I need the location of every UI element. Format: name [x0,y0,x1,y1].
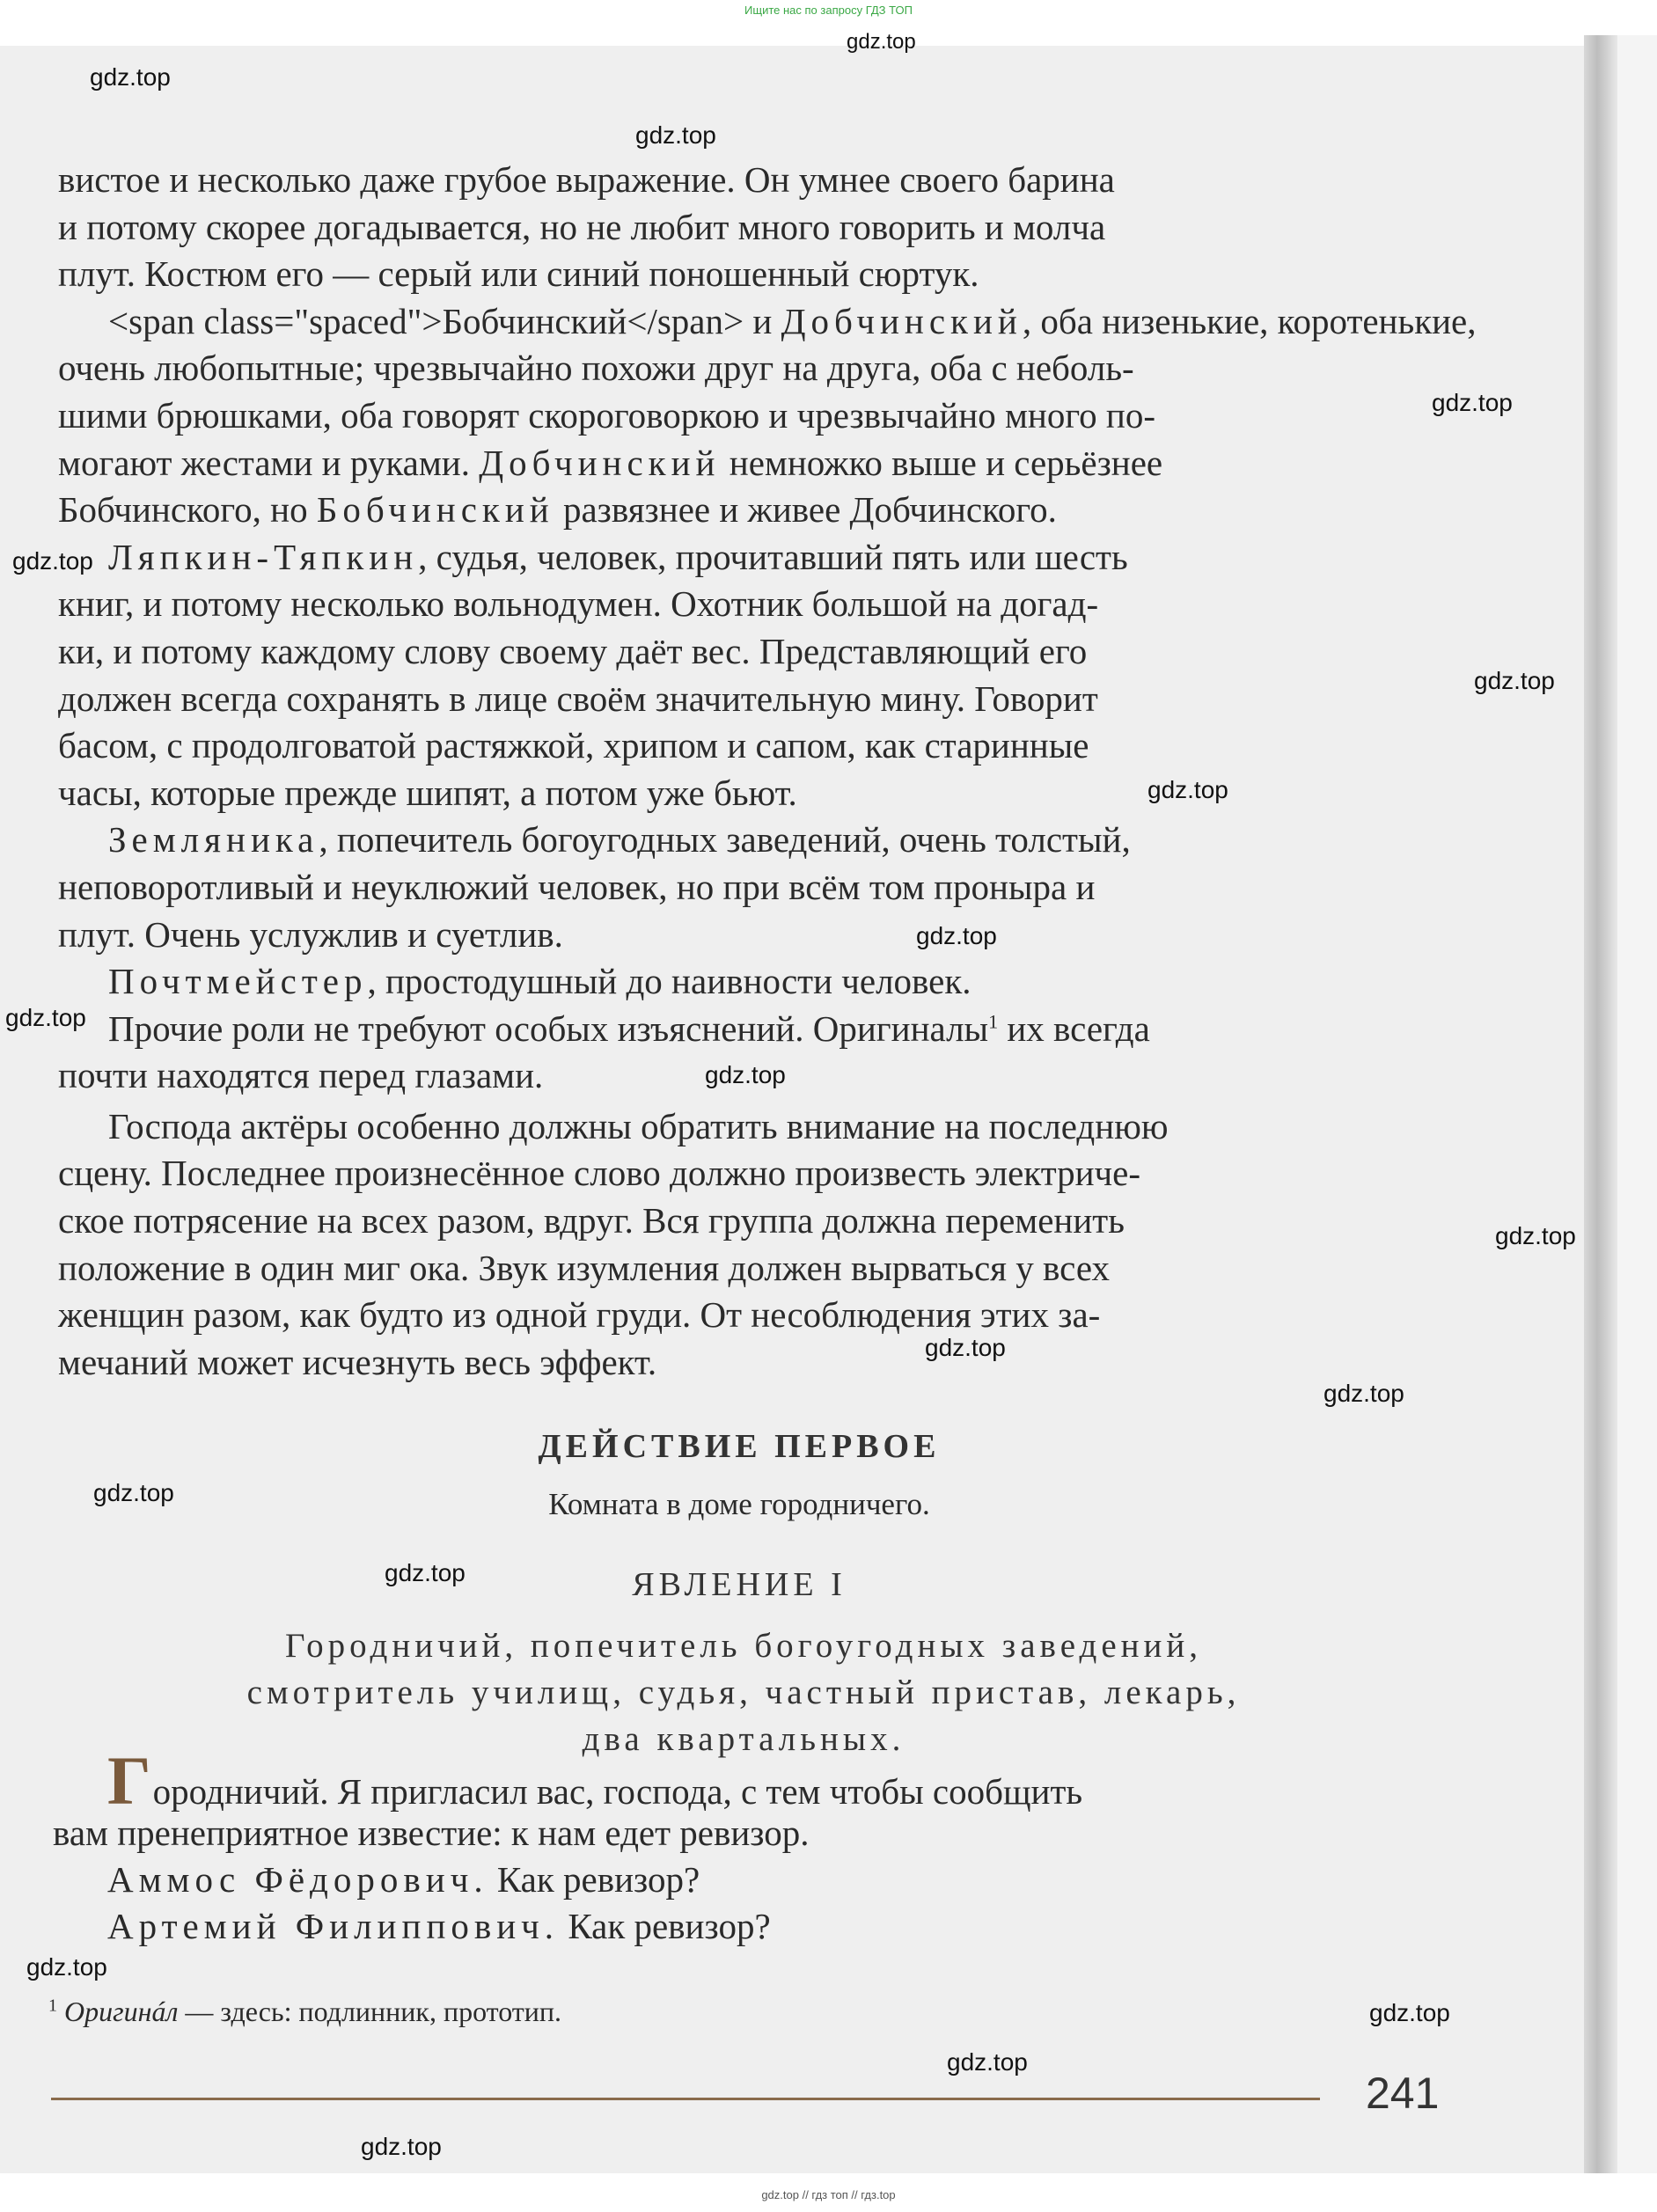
drop-cap: Г [107,1742,151,1819]
text-line: плут. Костюм его — серый или синий поношенный сюртук. [58,253,979,295]
speaker-name: Артемий Филиппович. [107,1906,560,1946]
page-edge-shadow [1584,35,1617,2173]
cast-line: смотритель училищ, судья, частный пристав, лекарь, [246,1674,1241,1711]
text-line: плут. Очень услужлив и суетлив. [58,913,563,955]
watermark[interactable]: gdz.top [26,1953,107,1981]
text-line: Почтмейстер, простодушный до наивности человек. [108,961,971,1002]
text-line: часы, которые прежде шипят, а потом уже бьют. [58,772,797,813]
text-line: книг, и потому несколько вольнодумен. Охотник большой на догад- [58,583,1099,625]
watermark[interactable]: gdz.top [947,2048,1028,2076]
watermark[interactable]: gdz.top [12,547,93,575]
watermark[interactable]: gdz.top [1323,1380,1404,1407]
setting-line: Комната в доме городничего. [548,1487,930,1521]
dialogue-line: Артемий Филиппович. Как ревизор? [107,1906,771,1946]
watermark[interactable]: gdz.top [5,1004,86,1031]
text-line: Бобчинского, но Бобчинский развязнее и живее Добчинского. [58,489,1057,531]
watermark[interactable]: gdz.top [1432,389,1513,416]
speaker-name: Аммос Фёдорович. [107,1859,488,1900]
watermark[interactable]: gdz.top [1474,667,1555,694]
text-line: мечаний может исчезнуть весь эффект. [58,1341,657,1382]
text-line: Земляника, попечитель богоугодных заведений, очень толстый, [108,819,1131,861]
footnote-text: — здесь: подлинник, прототип. [185,1996,562,2027]
act-title: ДЕЙСТВИЕ ПЕРВОЕ [538,1428,941,1465]
watermark[interactable]: gdz.top [1147,776,1228,803]
text-line: очень любопытные; чрезвычайно похожи друг на друга, оба с неболь- [58,348,1134,389]
footnote-mark[interactable]: 1 [988,1010,999,1033]
text-line: неповоротливый и неуклюжий человек, но при всём том проныра и [58,866,1096,907]
watermark[interactable]: gdz.top [361,2133,442,2160]
footer-rule [51,2098,1320,2100]
cast-list [106,1622,1382,1762]
text-line: Ляпкин-Тяпкин, судья, человек, прочитавший пять или шесть [108,536,1128,577]
watermark[interactable]: gdz.top [93,1479,174,1506]
watermark[interactable]: gdz.top [635,121,716,149]
text-line: Господа актёры особенно должны обратить внимание на последнюю [108,1105,1169,1146]
text-line: сцену. Последнее произнесённое слово должно произвесть электриче- [58,1153,1141,1194]
dialogue-line: вам пренеприятное известие: к нам едет ревизор. [53,1813,810,1853]
dialogue [53,1742,1437,1950]
cast-line: два квартальных. [582,1720,905,1758]
footnote: $^1$ Оригинáл — здесь: подлинник, прототип. [48,1996,562,2027]
text-line: <span class="spaced">Бобчинский</span> и Добчинский, оба низенькие, коротенькие, [108,300,1477,341]
watermark[interactable]: gdz.top [925,1334,1006,1361]
text-line: басом, с продолговатой растяжкой, хрипом и сапом, как старинные [58,725,1089,766]
text-line: Прочие роли не требуют особых изъяснений. Оригиналы$^1$ их всегда [108,1007,1150,1049]
cast-line: Городничий, попечитель богоугодных заведений, [284,1627,1203,1665]
text-line: почти находятся перед глазами. [58,1055,544,1096]
watermark[interactable]: gdz.top [385,1559,466,1586]
watermark[interactable]: gdz.top [705,1061,786,1088]
text-line: могают жестами и руками. Добчинский немножко выше и серьёзнее [58,442,1163,483]
text-line: вистое и несколько даже грубое выражение. Он умнее своего барина [58,159,1115,200]
page-gutter [1617,35,1657,2173]
text-line: положение в один миг ока. Звук изумления должен вырваться у всех [58,1247,1110,1288]
footnote-term: Оригинáл [64,1996,179,2027]
watermark[interactable]: gdz.top [1495,1222,1576,1249]
bottom-banner[interactable]: gdz.top // гдз топ // гдз.top [761,2188,896,2201]
top-banner[interactable]: Ищите нас по запросу ГДЗ ТОП [744,4,913,17]
dialogue-line: Аммос Фёдорович. Как ревизор? [107,1859,700,1900]
watermark[interactable]: gdz.top [90,63,171,91]
text-line: шими брюшками, оба говорят скороговоркою и чрезвычайно много по- [58,394,1156,436]
text-line: ки, и потому каждому слову своему даёт вес. Представляющий его [58,630,1088,671]
dialogue-line: Городничий. Я пригласил вас, господа, с тем чтобы сообщить [107,1742,1083,1819]
watermark[interactable]: gdz.top [847,30,916,54]
scene-title: ЯВЛЕНИЕ I [632,1566,847,1603]
text-line: женщин разом, как будто из одной груди. От несоблюдения этих за- [58,1294,1101,1336]
text-line: должен всегда сохранять в лице своём значительную мину. Говорит [58,678,1098,719]
page-number: 241 [1366,2069,1440,2118]
watermark[interactable]: gdz.top [916,922,997,949]
text-line: и потому скорее догадывается, но не любит много говорить и молча [58,206,1106,247]
text-line: ское потрясение на всех разом, вдруг. Вся группа должна переменить [58,1200,1125,1242]
watermark[interactable]: gdz.top [1369,1999,1450,2026]
